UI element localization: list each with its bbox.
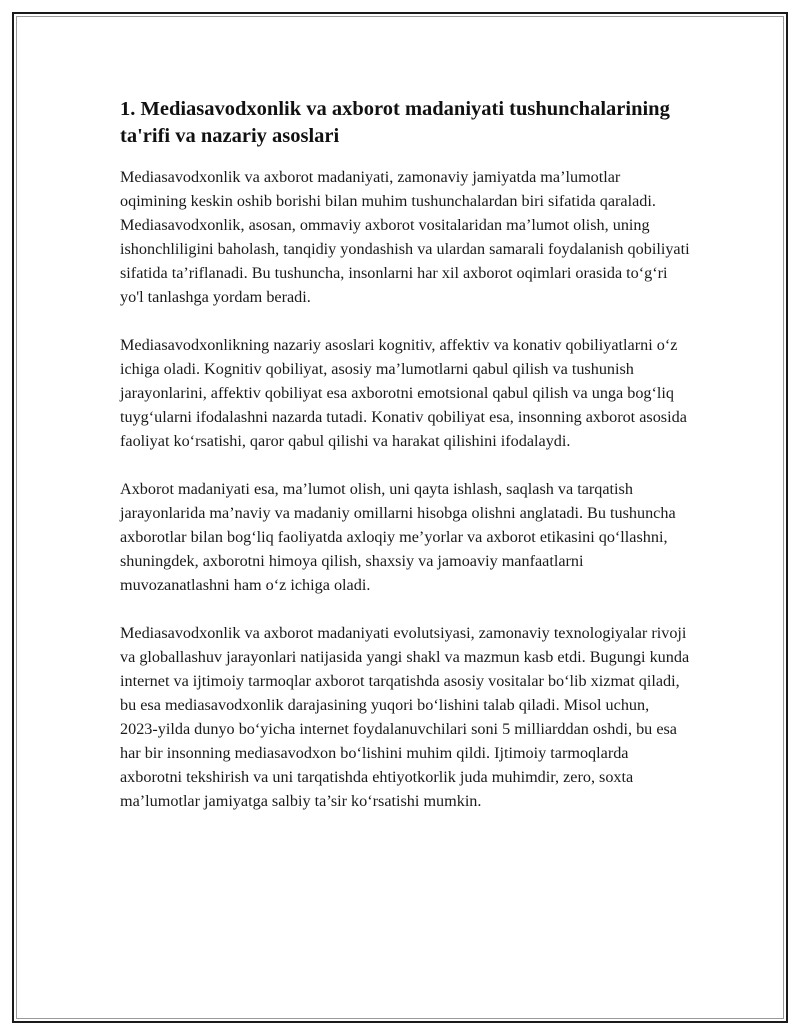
paragraph-evolution: Mediasavodxonlik va axborot madaniyati evolutsiyasi, zamonaviy texnologiyalar rivoji va globallashuv jarayonlari natijasida yangi shakl va mazmun kasb etdi. Bugungi kunda internet va ijtimoiy tarmoqlar axborot tarqatishda asosiy vositalar bo‘lib xizmat qiladi, bu esa mediasavodxonlik darajasining yuqori bo‘lishini talab qiladi. Misol uchun, 2023-yilda dunyo bo‘yicha internet foydalanuvchilari soni 5 milliarddan oshdi, bu esa har bir insonning mediasavodxon bo‘lishini muhim qildi. Ijtimoiy tarmoqlarda axborotni tekshirish va uni tarqatishda ehtiyotkorlik juda muhimdir, zero, soxta ma’lumotlar jamiyatga salbiy ta’sir ko‘rsatishi mumkin. [120, 624, 690, 810]
page-frame [12, 12, 788, 1023]
paragraph-theoretical-basis: Mediasavodxonlikning nazariy asoslari kognitiv, affektiv va konativ qobiliyatlarni o‘z ichiga oladi. Kognitiv qobiliyat, asosiy ma’lumotlarni qabul qilish va tushunish jarayonlarini, affektiv qobiliyat esa axborotni emotsional qabul qilish va unga bog‘liq tuyg‘ularni ifodalashni nazarda tutadi. Konativ qobiliyat esa, insonning axborot asosida faoliyat ko‘rsatishi, qaror qabul qilishi va harakat qilishini ifodalaydi. [120, 336, 687, 450]
paragraph-definition: Mediasavodxonlik va axborot madaniyati, zamonaviy jamiyatda ma’lumotlar oqimining keskin oshib borishi bilan muhim tushunchalardan biri sifatida qaraladi. Mediasavodxonlik, asosan, ommaviy axborot vositalaridan ma’lumot olish, uning ishonchliligini baholash, tanqidiy yondashish va ulardan samarali foydalanish qobiliyati sifatida ta’riflanadi. Bu tushuncha, insonlarni har xil axborot oqimlari orasida to‘g‘ri yo'l tanlashga yordam beradi. [120, 168, 690, 306]
document-body [120, 96, 690, 837]
section-title: 1. Mediasavodxonlik va axborot madaniyati tushunchalarining ta'rifi va nazariy asoslari [120, 98, 670, 147]
paragraph-information-culture: Axborot madaniyati esa, ma’lumot olish, uni qayta ishlash, saqlash va tarqatish jarayonlarida ma’naviy va madaniy omillarni hisobga olishni anglatadi. Bu tushuncha axborotlar bilan bog‘liq faoliyatda axloqiy me’yorlar va axborot etikasini qo‘llashni, shuningdek, axborotni himoya qilish, shaxsiy va jamoaviy manfaatlarni muvozanatlashni ham o‘z ichiga oladi. [120, 480, 676, 594]
